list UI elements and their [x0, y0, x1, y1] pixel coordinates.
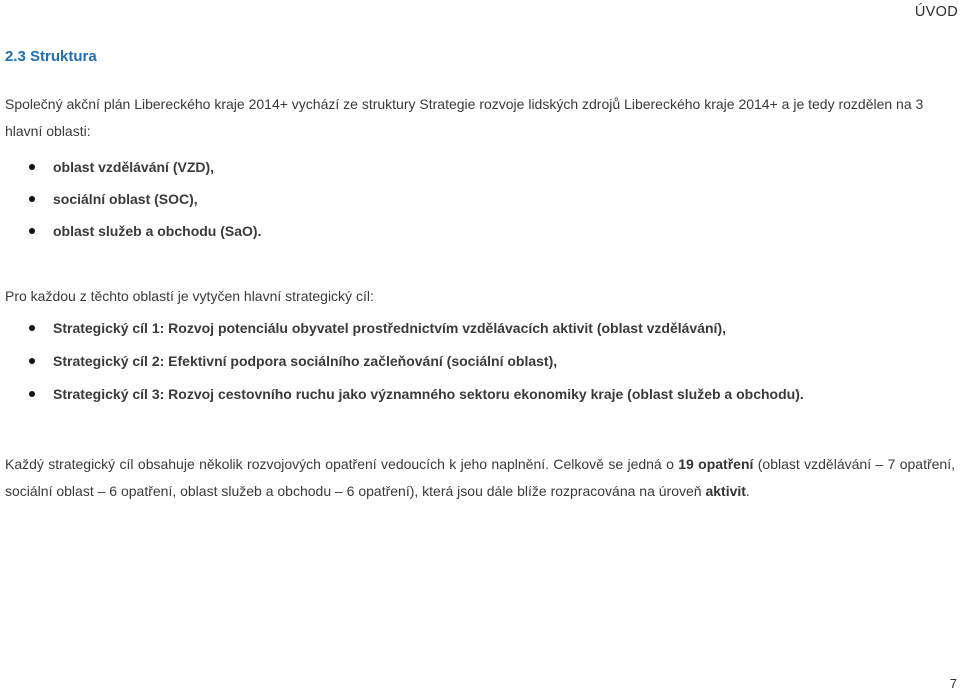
header-section-label: ÚVOD — [914, 4, 958, 20]
goals-list — [0, 315, 804, 414]
area-label: oblast služeb a obchodu (SaO). — [53, 223, 262, 239]
page-number: 7 — [949, 676, 957, 691]
goal-label: Strategický cíl 3: Rozvoj cestovního ruchu jako významného sektoru ekonomiky kraje (oblast služeb a obchodu). — [53, 386, 804, 402]
list-item-goal — [0, 315, 804, 348]
goal-label: Strategický cíl 2: Efektivní podpora sociálního začleňování (sociální oblast), — [53, 353, 558, 369]
summary-text-3: . — [745, 483, 750, 499]
list-item-area — [0, 218, 261, 250]
summary-bold-activities: aktivit — [705, 483, 746, 499]
goal-label: Strategický cíl 1: Rozvoj potenciálu obyvatel prostřednictvím vzdělávacích aktivit (oblast vzdělávání), — [53, 320, 726, 336]
bullet-icon — [29, 196, 35, 202]
summary-bold-measures: 19 opatření — [678, 456, 754, 472]
section-title: 2.3 Struktura — [5, 48, 97, 65]
areas-list — [0, 154, 261, 250]
area-label: sociální oblast (SOC), — [53, 191, 198, 207]
summary-paragraph — [5, 451, 955, 505]
intro-paragraph: Společný akční plán Libereckého kraje 2014+ vychází ze struktury Strategie rozvoje lidských zdrojů Libereckého kraje 2014+ a je tedy rozdělen na 3 hlavní oblasti: — [5, 96, 924, 139]
goals-intro-paragraph: Pro každou z těchto oblastí je vytyčen hlavní strategický cíl: — [5, 288, 374, 304]
list-item-area — [0, 186, 261, 218]
list-item-goal — [0, 348, 804, 381]
bullet-icon — [29, 164, 35, 170]
bullet-icon — [29, 391, 35, 397]
summary-text-2: (oblast vzdělávání – 7 opatření, sociální oblast – 6 opatření, oblast služeb a obchodu – 6 opatření), která jsou dále blíže rozpracována na úroveň — [5, 456, 955, 499]
list-item-area — [0, 154, 261, 186]
bullet-icon — [29, 325, 35, 331]
list-item-goal — [0, 381, 804, 414]
bullet-icon — [29, 228, 35, 234]
summary-text-1: Každý strategický cíl obsahuje několik rozvojových opatření vedoucích k jeho naplnění. Celkově se jedná o — [5, 456, 679, 472]
area-label: oblast vzdělávání (VZD), — [53, 159, 215, 175]
bullet-icon — [29, 358, 35, 364]
